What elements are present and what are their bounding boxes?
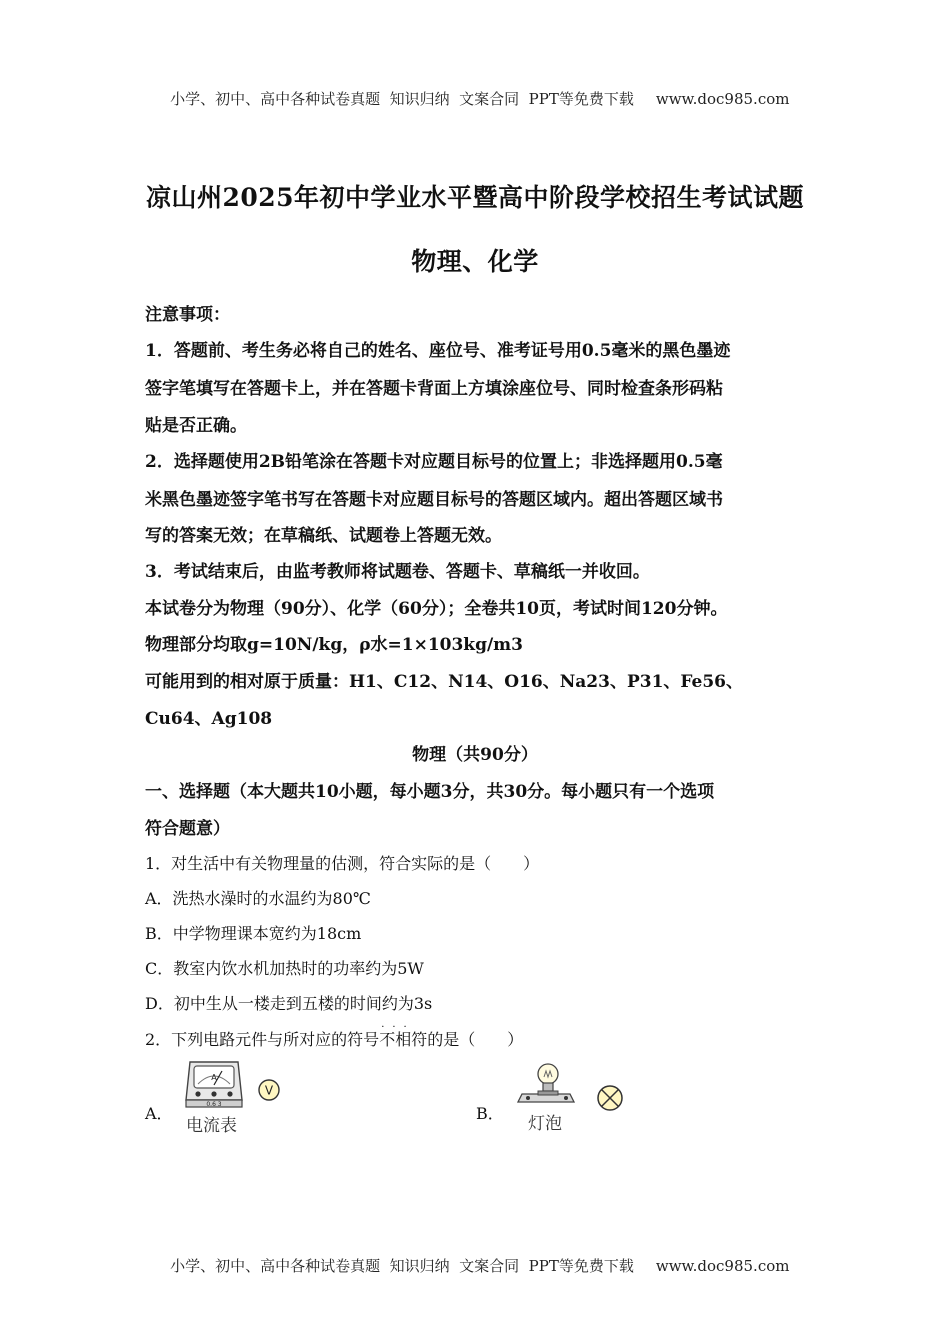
notice-heading: 注意事项： <box>145 305 230 325</box>
notice-line: Cu64、Ag108 <box>145 709 273 729</box>
notice-line: 米黑色墨迹签字笔书写在答题卡对应题目标号的答题区域内。超出答题区域书 <box>145 490 723 510</box>
footer-text: 小学、初中、高中各种试卷真题 知识归纳 文案合同 PPT等免费下载 <box>170 1257 634 1275</box>
question-2-option-a-label: A． <box>145 1104 173 1123</box>
part1-heading: 符合题意） <box>145 819 230 839</box>
exam-subtitle: 物理、化学 <box>411 247 539 276</box>
section-title: 物理（共90分） <box>412 745 538 765</box>
ammeter-scale: 0.6 3 <box>206 1101 222 1108</box>
emphasis-dots: ··· <box>381 1022 415 1033</box>
question-2-emphasis-text: 不相符 <box>379 1030 428 1049</box>
question-1-stem: 1．对生活中有关物理量的估测，符合实际的是（ ） <box>145 854 540 873</box>
question-2-stem-after: 的是（ ） <box>427 1030 524 1049</box>
header-text: 小学、初中、高中各种试卷真题 知识归纳 文案合同 PPT等免费下载 <box>170 90 634 108</box>
option-a-caption: 电流表 <box>186 1116 237 1136</box>
page-header <box>0 70 950 109</box>
light-bulb-icon <box>516 1060 576 1108</box>
option-b-caption: 灯泡 <box>528 1114 562 1134</box>
notice-line: 本试卷分为物理（90分）、化学（60分）；全卷共10页，考试时间120分钟。 <box>145 599 728 619</box>
page-footer <box>0 1237 950 1276</box>
notice-line: 2．选择题使用2B铅笔涂在答题卡对应题目标号的位置上；非选择题用0.5毫 <box>145 452 723 472</box>
notice-line: 写的答案无效；在草稿纸、试题卷上答题无效。 <box>145 526 502 546</box>
header-url[interactable]: www.doc985.com <box>655 90 790 108</box>
notice-line: 3．考试结束后，由监考教师将试题卷、答题卡、草稿纸一并收回。 <box>145 562 650 582</box>
voltmeter-letter: V <box>264 1083 274 1098</box>
lamp-symbol-icon <box>596 1084 624 1112</box>
question-2-option-b-label: B． <box>476 1104 504 1123</box>
notice-line: 物理部分均取g=10N/kg，ρ水=1×103kg/m3 <box>145 635 524 655</box>
notice-line: 签字笔填写在答题卡上，并在答题卡背面上方填涂座位号、同时检查条形码粘 <box>145 379 723 399</box>
voltmeter-symbol-icon <box>257 1078 281 1102</box>
question-2-stem-before: 2．下列电路元件与所对应的符号 <box>145 1030 380 1049</box>
notice-line: 1．答题前、考生务必将自己的姓名、座位号、准考证号用0.5毫米的黑色墨迹 <box>145 341 731 361</box>
footer-url[interactable]: www.doc985.com <box>655 1257 790 1275</box>
question-1-option-c: C．教室内饮水机加热时的功率约为5W <box>145 959 424 978</box>
part1-heading: 一、选择题（本大题共10小题，每小题3分，共30分。每小题只有一个选项 <box>145 782 715 802</box>
question-1-option-d: D．初中生从一楼走到五楼的时间约为3s <box>145 994 433 1013</box>
ammeter-icon <box>184 1058 244 1110</box>
question-2-emphasis <box>379 1022 428 1049</box>
question-1-option-b: B．中学物理课本宽约为18cm <box>145 924 362 943</box>
question-2-stem <box>145 1022 524 1050</box>
notice-line: 可能用到的相对原于质量：H1、C12、N14、O16、Na23、P31、Fe56、 <box>145 672 744 692</box>
ammeter-letter: A <box>211 1073 217 1082</box>
exam-title: 凉山州2025年初中学业水平暨高中阶段学校招生考试试题 <box>145 183 805 212</box>
notice-line: 贴是否正确。 <box>145 416 247 436</box>
question-1-option-a: A．洗热水澡时的水温约为80℃ <box>145 889 371 908</box>
